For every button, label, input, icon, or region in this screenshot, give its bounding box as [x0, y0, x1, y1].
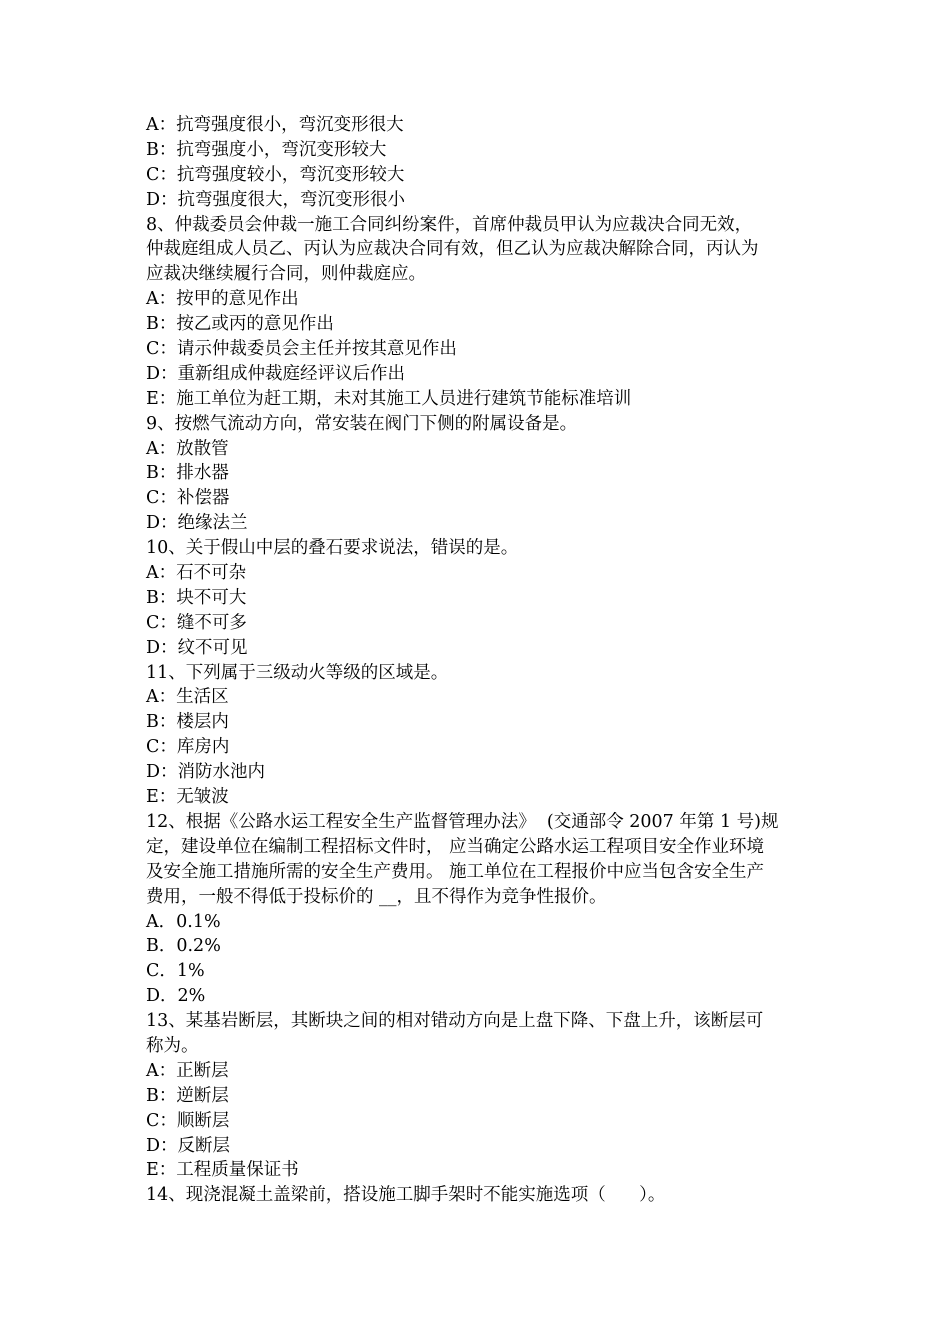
- option-line: B：抗弯强度小，弯沉变形较大: [146, 139, 387, 160]
- question-line: 10、关于假山中层的叠石要求说法，错误的是。: [146, 538, 519, 559]
- option-line: B．0.2%: [146, 936, 221, 957]
- question-line: 应裁决继续履行合同，则仲裁庭应。: [146, 264, 426, 285]
- question-line: 费用，一般不得低于投标价的 __，且不得作为竞争性报价。: [146, 886, 607, 907]
- question-line: 13、某基岩断层，其断块之间的相对错动方向是上盘下降、下盘上升，该断层可: [146, 1011, 764, 1032]
- question-line: 8、仲裁委员会仲裁一施工合同纠纷案件，首席仲裁员甲认为应裁决合同无效，: [146, 214, 753, 235]
- option-line: C：顺断层: [146, 1110, 230, 1131]
- option-line: D：抗弯强度很大，弯沉变形很小: [146, 189, 406, 210]
- option-line: C：请示仲裁委员会主任并按其意见作出: [146, 339, 457, 360]
- option-line: E：无皱波: [146, 787, 229, 808]
- option-line: B：按乙或丙的意见作出: [146, 314, 334, 335]
- option-line: D：重新组成仲裁庭经评议后作出: [146, 363, 406, 384]
- option-line: D：绝缘法兰: [146, 513, 248, 534]
- option-line: C：缝不可多: [146, 612, 247, 633]
- option-line: A．0.1%: [146, 911, 221, 932]
- option-line: D：反断层: [146, 1135, 231, 1156]
- question-line: 及安全施工措施所需的安全生产费用。 施工单位在工程报价中应当包含安全生产: [146, 861, 765, 882]
- option-line: C．1%: [146, 961, 205, 982]
- option-line: B：排水器: [146, 463, 229, 484]
- option-line: A：抗弯强度很小，弯沉变形很大: [146, 115, 404, 135]
- question-line: 11、下列属于三级动火等级的区域是。: [146, 662, 449, 683]
- option-line: C：库房内: [146, 737, 230, 758]
- option-line: B：楼层内: [146, 712, 229, 733]
- option-line: D．2%: [146, 986, 206, 1007]
- option-line: E：施工单位为赶工期，未对其施工人员进行建筑节能标准培训: [146, 388, 632, 409]
- option-line: D：纹不可见: [146, 637, 248, 658]
- option-line: B：块不可大: [146, 587, 247, 608]
- question-line: 14、现浇混凝土盖梁前，搭设施工脚手架时不能实施选项（ ）。: [146, 1185, 666, 1206]
- question-line: 称为。: [146, 1035, 199, 1056]
- option-line: A：按甲的意见作出: [146, 289, 299, 310]
- option-line: B：逆断层: [146, 1085, 229, 1106]
- option-line: A：石不可杂: [146, 563, 247, 584]
- option-line: A：正断层: [146, 1060, 229, 1081]
- option-line: C：抗弯强度较小，弯沉变形较大: [146, 164, 405, 185]
- option-line: E：工程质量保证书: [146, 1160, 299, 1181]
- question-line: 仲裁庭组成人员乙、丙认为应裁决合同有效，但乙认为应裁决解除合同，丙认为: [146, 239, 759, 260]
- question-line: 12、根据《公路水运工程安全生产监督管理办法》 (交通部令 2007 年第 1 号)规: [146, 811, 779, 832]
- question-line: 定，建设单位在编制工程招标文件时， 应当确定公路水运工程项目安全作业环境: [146, 836, 765, 857]
- question-line: 9、按燃气流动方向，常安装在阀门下侧的附属设备是。: [146, 413, 578, 434]
- question-text-block: [146, 113, 810, 1208]
- option-line: A：生活区: [146, 687, 229, 708]
- option-line: A：放散管: [146, 438, 229, 459]
- option-line: C：补偿器: [146, 488, 230, 509]
- option-line: D：消防水池内: [146, 762, 266, 783]
